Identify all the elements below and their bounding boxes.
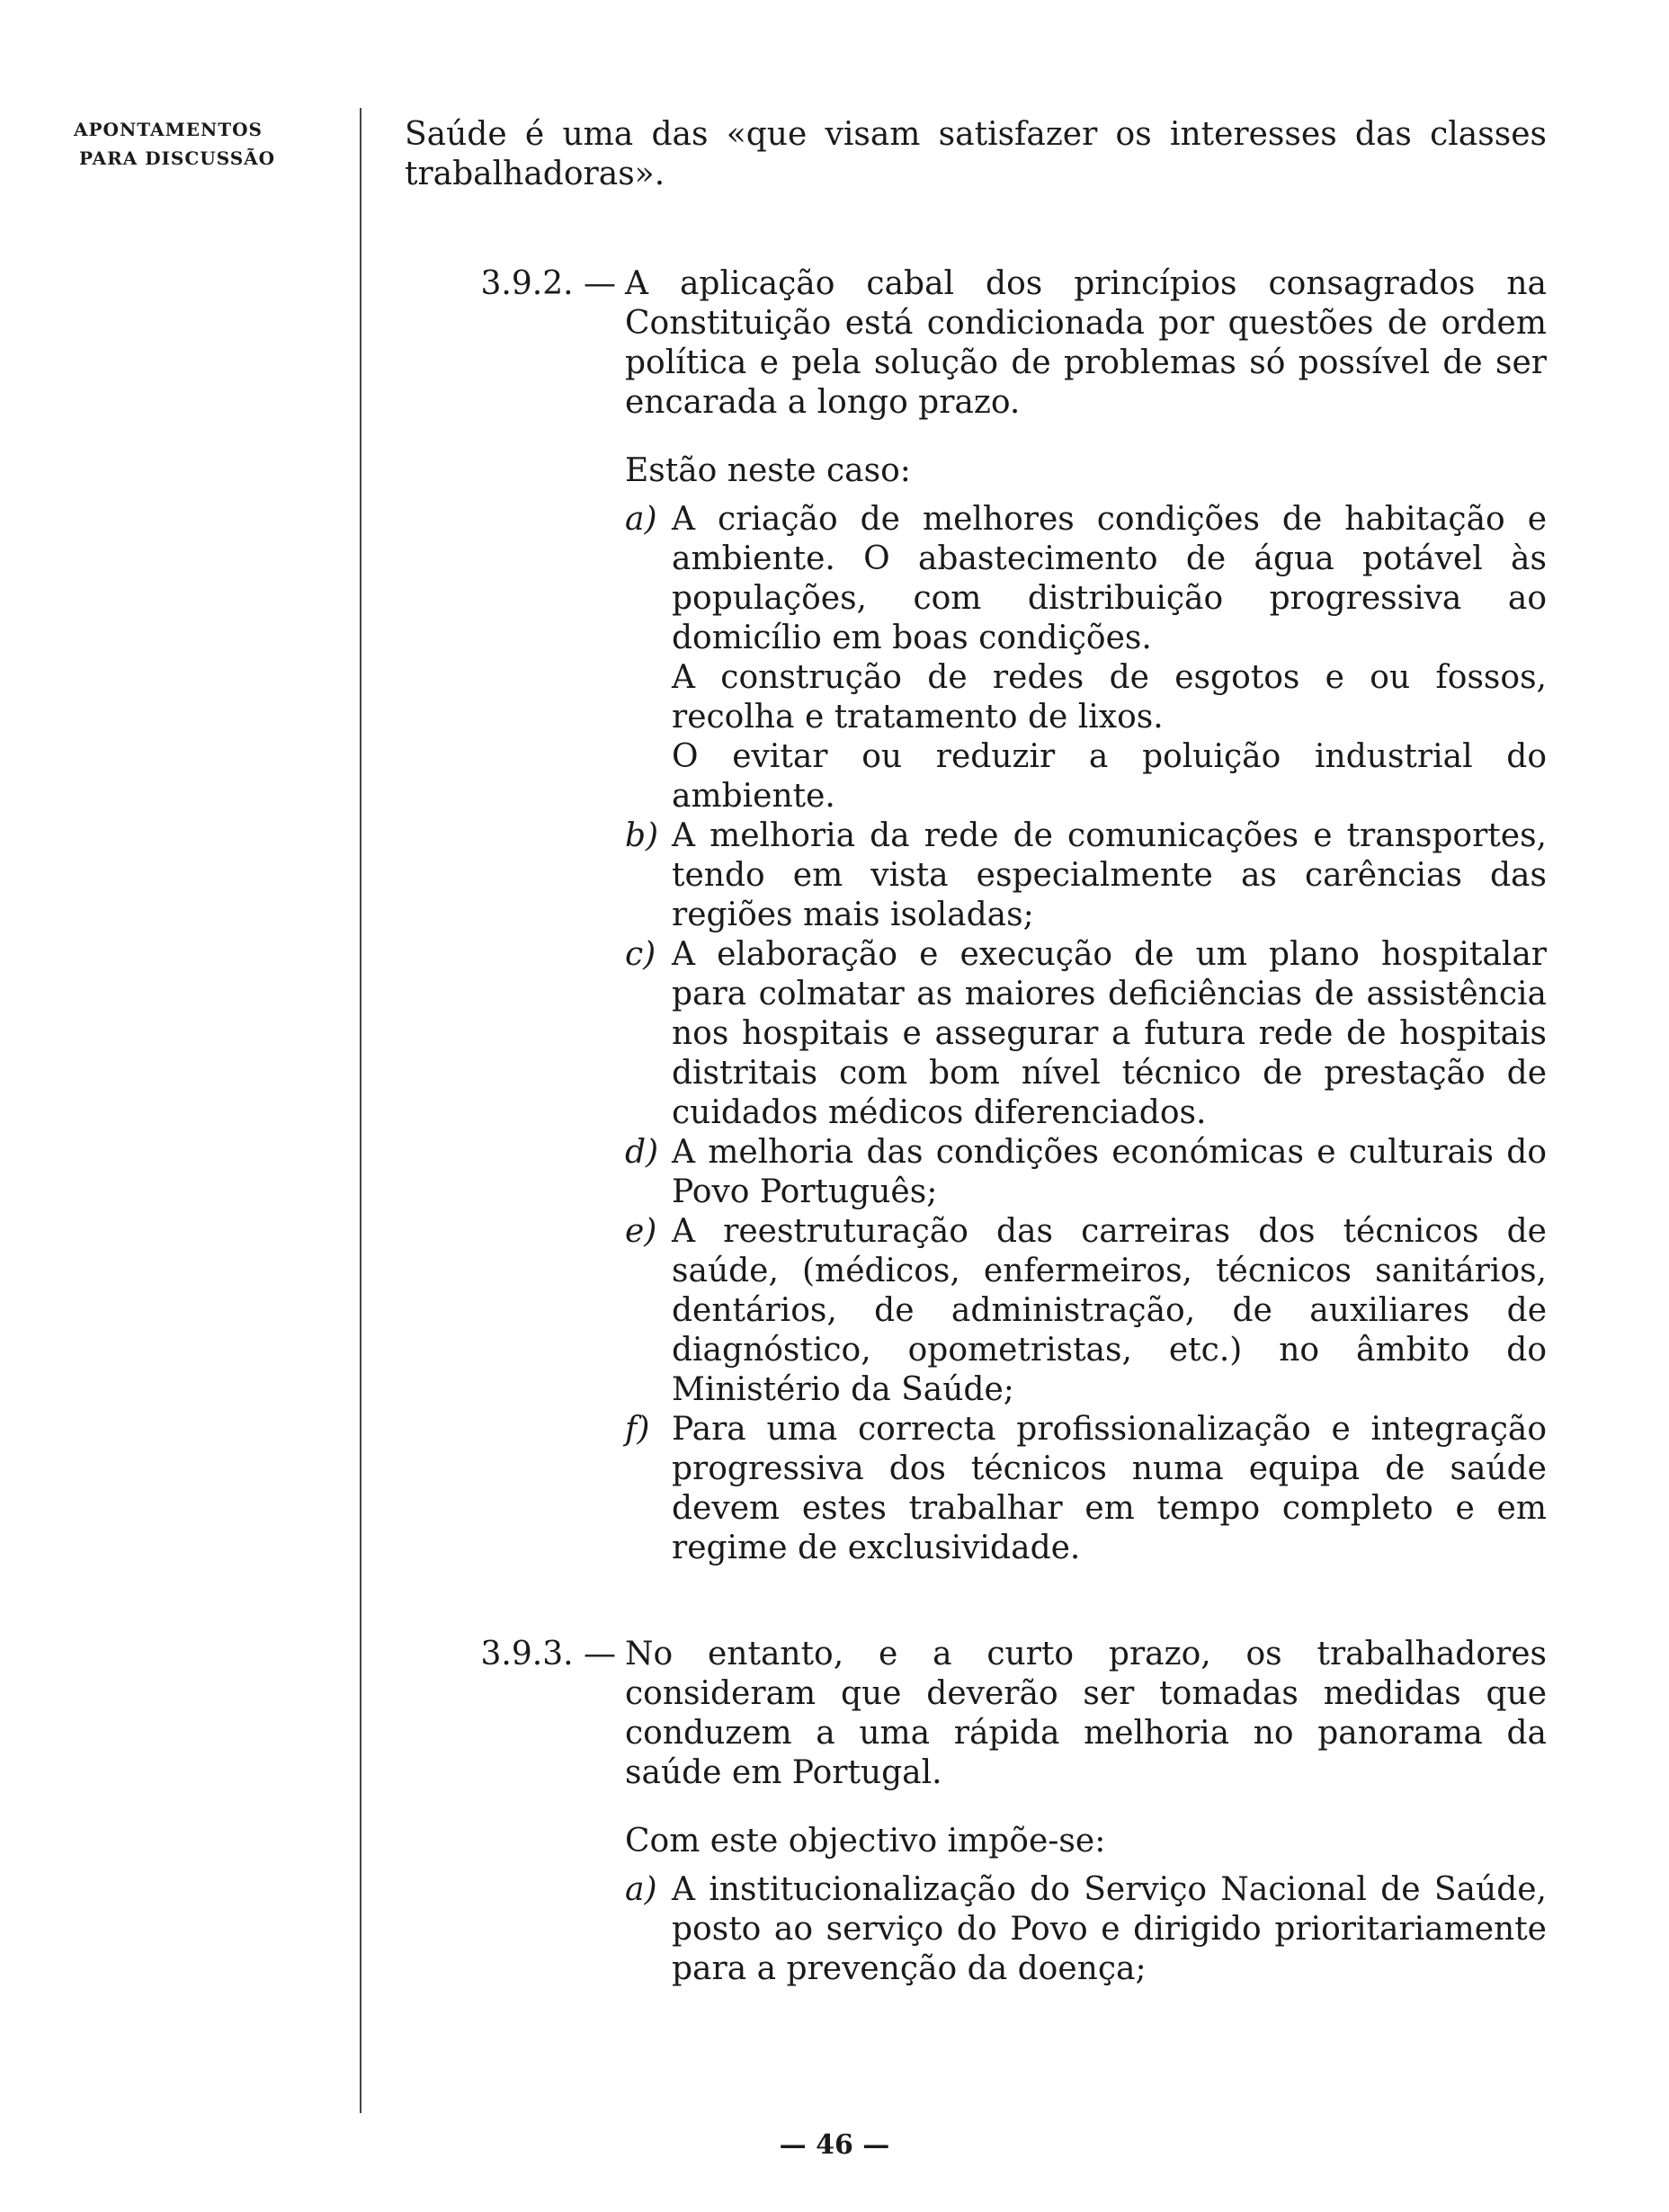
list-item-paragraph: Para uma correcta profissionalização e integração progressiva dos técnicos numa equipa de saúde devem estes trabalhar em tempo completo e em regime de exclusividade. (672, 1411, 1547, 1566)
section-3-9-3 (405, 1635, 1547, 1989)
list-item (625, 935, 1547, 1133)
list-item (625, 1870, 1547, 1989)
list-item-paragraph: O evitar ou reduzir a poluição industrial do ambiente. (672, 738, 1547, 815)
list-item-label: a) (625, 1871, 657, 1908)
margin-note-line1: APONTAMENTOS (74, 119, 263, 140)
list-item-text (672, 500, 1547, 816)
list-item-label: b) (625, 817, 659, 854)
page-content (405, 115, 1547, 1989)
list-item-label: a) (625, 501, 657, 538)
section-lead: Estão neste caso: (625, 452, 911, 489)
list-item-label: f) (625, 1411, 650, 1448)
section-3-9-2 (405, 264, 1547, 1568)
list-item-label: d) (625, 1134, 659, 1171)
list-item-paragraph: A melhoria da rede de comunicações e transportes, tendo em vista especialmente as carências das regiões mais isoladas; (672, 817, 1547, 933)
list-item-text (672, 1870, 1547, 1989)
list-item-label: e) (625, 1213, 657, 1250)
section-lead: Com este objectivo impõe-se: (625, 1823, 1106, 1860)
section-body (625, 264, 1547, 1568)
list-item-text (672, 816, 1547, 935)
list-item-paragraph: A elaboração e execução de um plano hospitalar para colmatar as maiores deficiências de assistência nos hospitais e assegurar a futura rede de hospitais distritais com bom nível técnico de prestação de cuidados médicos diferenciados. (672, 936, 1547, 1131)
list-item-paragraph: A criação de melhores condições de habitação e ambiente. O abastecimento de água potável às populações, com distribuição progressiva ao domicílio em boas condições. (672, 501, 1547, 656)
list-item-paragraph: A reestruturação das carreiras dos técnicos de saúde, (médicos, enfermeiros, técnicos sanitários, dentários, de administração, de auxiliares de diagnóstico, opometristas, etc.) no âmbito do Ministério da Saúde; (672, 1213, 1547, 1408)
list-item-text (672, 935, 1547, 1133)
intro-paragraph: Saúde é uma das «que visam satisfazer os interesses das classes trabalhadoras». (405, 116, 1547, 192)
list-item-text (672, 1212, 1547, 1410)
section-number: 3.9.2. — (480, 265, 616, 302)
margin-rule (360, 108, 361, 2113)
list-item-text (672, 1410, 1547, 1568)
list-item (625, 1410, 1547, 1568)
item-list (625, 500, 1547, 1568)
list-item-paragraph: A institucionalização do Serviço Nacional de Saúde, posto ao serviço do Povo e dirigido prioritariamente para a prevenção da doença; (672, 1871, 1547, 1987)
section-body (625, 1635, 1547, 1989)
list-item-paragraph: A melhoria das condições económicas e culturais do Povo Português; (672, 1134, 1547, 1210)
margin-note (74, 115, 344, 173)
list-item (625, 1212, 1547, 1410)
item-list (625, 1870, 1547, 1989)
page-number: — 46 — (779, 2129, 890, 2161)
section-text: A aplicação cabal dos princípios consagrados na Constituição está condicionada por questões de ordem política e pela solução de problemas só possível de ser encarada a longo prazo. (625, 265, 1547, 421)
list-item (625, 500, 1547, 816)
list-item (625, 816, 1547, 935)
section-number: 3.9.3. — (480, 1636, 616, 1672)
list-item-text (672, 1133, 1547, 1212)
list-item-label: c) (625, 936, 656, 973)
margin-note-line2: PARA DISCUSSÃO (79, 147, 276, 169)
section-text: No entanto, e a curto prazo, os trabalhadores consideram que deverão ser tomadas medidas que conduzem a uma rápida melhoria no panorama da saúde em Portugal. (625, 1636, 1547, 1791)
list-item (625, 1133, 1547, 1212)
list-item-paragraph: A construção de redes de esgotos e ou fossos, recolha e tratamento de lixos. (672, 659, 1547, 736)
